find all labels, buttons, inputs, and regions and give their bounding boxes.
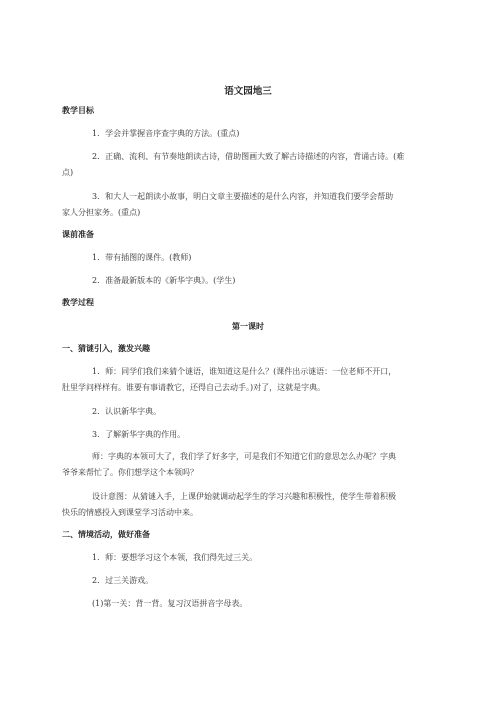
p2-item3: (1)第一关：背一背。复习汉语拼音字母表。 (92, 599, 248, 608)
lesson-heading: 第一课时 (232, 322, 264, 331)
p1-item4-line2: 爷爷来帮忙了。你们想学这个本领吗？ (62, 468, 198, 477)
prep-heading: 课前准备 (62, 230, 94, 239)
prep-1: 1．带有插图的课件。(教师) (92, 253, 192, 262)
prep-2: 2．准备最新版本的《新华字典》。(学生) (92, 276, 236, 285)
goals-heading: 教学目标 (62, 106, 94, 115)
design-line2: 快乐的情感投入到课堂学习活动中来。 (62, 508, 198, 517)
goal-1: 1．学会并掌握音序查字典的方法。(重点) (92, 129, 240, 138)
p1-item3: 3．了解新华字典的作用。 (92, 430, 186, 439)
goal-2-line2: 点) (62, 168, 74, 177)
p2-item2: 2．过三关游戏。 (92, 576, 154, 585)
p1-item1-line1: 1．师：同学们我们来猜个谜语，谁知道这是什么？(课件出示谜语：一位老师不开口， (92, 367, 397, 376)
p2-item1: 1．师：要想学习这个本领，我们得先过三关。 (92, 553, 258, 562)
p1-item2: 2．认识新华字典。 (92, 407, 162, 416)
part2-heading: 二、情境活动，做好准备 (62, 530, 150, 539)
part1-heading: 一、猜谜引入，激发兴趣 (62, 344, 150, 353)
goal-2-line1: 2．正确、流利、有节奏地朗读古诗，借助图画大致了解古诗描述的内容，背诵古诗。(难 (92, 152, 405, 161)
goal-3-line1: 3．和大人一起朗读小故事，明白文章主要描述的是什么内容，并知道我们要学会帮助 (92, 192, 394, 201)
page-title: 语文园地三 (224, 86, 272, 97)
design-line1: 设计意图：从猜谜入手，上课伊始就调动起学生的学习兴趣和积极性，使学生带着积极 (92, 492, 396, 501)
goal-3-line2: 家人分担家务。(重点) (62, 208, 141, 217)
process-heading: 教学过程 (62, 298, 94, 307)
p1-item1-line2: 肚里学问样样有。谁要有事请教它，还得自己去动手。)对了，这就是字典。 (62, 383, 326, 392)
p1-item4-line1: 师：字典的本领可大了，我们学了好多字，可是我们不知道它们的意思怎么办呢？字典 (92, 452, 396, 461)
